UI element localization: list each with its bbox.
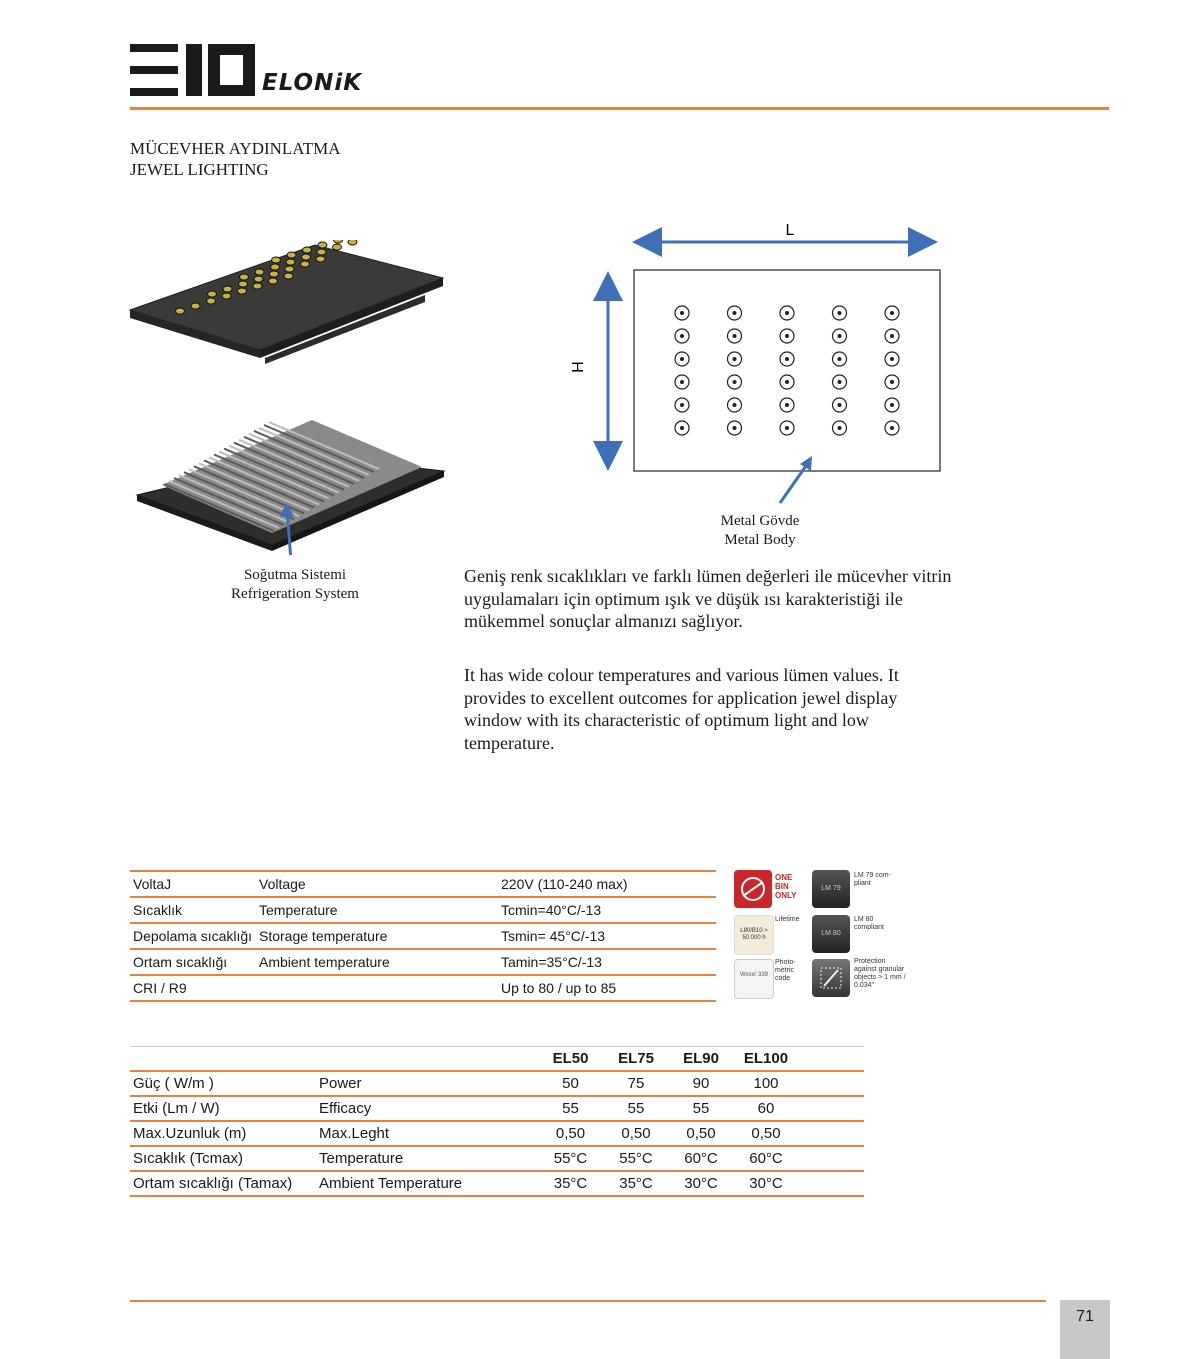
- performance-value: 55°C: [536, 1146, 602, 1171]
- performance-value: 60°C: [732, 1146, 797, 1171]
- photometric-icon: [734, 959, 774, 999]
- performance-value: 35°C: [536, 1171, 602, 1196]
- led-lens: [318, 242, 327, 248]
- photometric-caption: Photo- metric code: [775, 959, 796, 982]
- led-lens: [176, 308, 185, 314]
- led-dot: [680, 426, 684, 430]
- led-lens: [238, 288, 247, 294]
- model-header: EL75: [602, 1047, 667, 1072]
- led-dot: [890, 426, 894, 430]
- description-tr: Geniş renk sıcaklıkları ve farklı lümen değerleri ile mücevher vitrin uygulamaları için optimum ışık ve düşük ısı karakteristiği ile mükemmel sonuçlar almanızı sağlıyor.: [464, 566, 952, 631]
- led-lens: [207, 298, 216, 304]
- performance-label-tr: Ortam sıcaklığı (Tamax): [130, 1171, 316, 1196]
- header-blank: [316, 1047, 536, 1072]
- height-label: H: [568, 361, 585, 373]
- spec-label-en: Voltage: [256, 871, 498, 897]
- spec-table: [130, 870, 716, 1002]
- performance-value: 90: [667, 1071, 732, 1096]
- cell-blank: [797, 1146, 864, 1171]
- led-dot: [838, 403, 842, 407]
- protection-icon: [812, 959, 850, 997]
- performance-value: 30°C: [732, 1171, 797, 1196]
- led-dot: [890, 311, 894, 315]
- lifetime-icon: [734, 915, 774, 955]
- header-blank: [797, 1047, 864, 1072]
- performance-row: [130, 1121, 864, 1146]
- led-dot: [733, 357, 737, 361]
- performance-value: 0,50: [536, 1121, 602, 1146]
- spec-label-tr: Sıcaklık: [130, 897, 256, 923]
- led-lens: [208, 291, 217, 297]
- model-header: EL90: [667, 1047, 732, 1072]
- title-tr: MÜCEVHER AYDINLATMA: [130, 139, 341, 158]
- performance-label-en: Efficacy: [316, 1096, 536, 1121]
- led-lens: [191, 303, 200, 309]
- performance-label-tr: Güç ( W/m ): [130, 1071, 316, 1096]
- led-lens: [317, 249, 326, 255]
- spec-label-tr: VoltaJ: [130, 871, 256, 897]
- length-label: L: [785, 222, 795, 239]
- led-lens: [222, 293, 231, 299]
- panel-outline: [634, 270, 940, 471]
- header-blank: [130, 1047, 316, 1072]
- performance-value: 55°C: [602, 1146, 667, 1171]
- spec-label-en: Temperature: [256, 897, 498, 923]
- cooling-label-en: Refrigeration System: [231, 586, 359, 602]
- led-dot: [785, 403, 789, 407]
- cell-blank: [797, 1071, 864, 1096]
- spec-value: 220V (110-240 max): [498, 871, 716, 897]
- performance-row: [130, 1171, 864, 1196]
- performance-row: [130, 1071, 864, 1096]
- model-header: EL50: [536, 1047, 602, 1072]
- led-lens: [239, 281, 248, 287]
- led-dot: [838, 426, 842, 430]
- performance-value: 55: [536, 1096, 602, 1121]
- performance-value: 55: [667, 1096, 732, 1121]
- brand-name: ELONiK: [262, 70, 363, 96]
- performance-value: 35°C: [602, 1171, 667, 1196]
- led-lens: [253, 283, 262, 289]
- performance-value: 0,50: [667, 1121, 732, 1146]
- led-dot: [733, 403, 737, 407]
- spec-label-en: Storage temperature: [256, 923, 498, 949]
- metal-body-tr: Metal Gövde: [720, 513, 800, 529]
- led-dot: [838, 380, 842, 384]
- led-dot: [680, 380, 684, 384]
- spec-label-tr: CRI / R9: [130, 975, 256, 1001]
- lifetime-value: L80/B10 > 50.000 h: [740, 928, 768, 941]
- spec-value: Tamin=35°C/-13: [498, 949, 716, 975]
- spec-row: [130, 871, 716, 897]
- performance-label-tr: Sıcaklık (Tcmax): [130, 1146, 316, 1171]
- performance-value: 55: [602, 1096, 667, 1121]
- model-header: EL100: [732, 1047, 797, 1072]
- spec-row: [130, 949, 716, 975]
- led-dot: [680, 403, 684, 407]
- spec-row: [130, 975, 716, 1001]
- led-dot: [785, 357, 789, 361]
- cell-blank: [797, 1096, 864, 1121]
- led-dot: [890, 403, 894, 407]
- led-lens: [255, 269, 264, 275]
- badge-panel: [730, 866, 920, 1001]
- led-dot: [890, 357, 894, 361]
- product-image-bottom: [132, 415, 452, 555]
- cooling-caption: [200, 566, 390, 604]
- spec-label-en: [256, 975, 498, 1001]
- led-lens: [303, 247, 312, 253]
- performance-label-en: Ambient Temperature: [316, 1171, 536, 1196]
- lm79-text: LM 79: [821, 885, 841, 892]
- led-dot: [785, 380, 789, 384]
- spec-value: Tcmin=40°C/-13: [498, 897, 716, 923]
- performance-value: 75: [602, 1071, 667, 1096]
- led-dot: [838, 334, 842, 338]
- lm80-caption: LM 80 compliant: [854, 916, 884, 931]
- led-lens: [271, 264, 280, 270]
- led-dot: [733, 311, 737, 315]
- cooling-label-tr: Soğutma Sistemi: [243, 567, 347, 583]
- photometric-value: Wxxx/ 339: [739, 972, 768, 978]
- spec-label-en: Ambient temperature: [256, 949, 498, 975]
- led-lens: [348, 240, 357, 245]
- led-dot: [680, 334, 684, 338]
- led-dot: [785, 334, 789, 338]
- led-dot: [785, 311, 789, 315]
- performance-value: 30°C: [667, 1171, 732, 1196]
- led-lens: [287, 252, 296, 258]
- metal-body-caption: [680, 512, 840, 550]
- performance-value: 100: [732, 1071, 797, 1096]
- performance-label-tr: Max.Uzunluk (m): [130, 1121, 316, 1146]
- performance-label-en: Temperature: [316, 1146, 536, 1171]
- cell-blank: [797, 1171, 864, 1196]
- lm79-icon: [812, 870, 850, 908]
- led-lens: [333, 244, 342, 250]
- spec-row: [130, 923, 716, 949]
- led-dot: [733, 334, 737, 338]
- led-dot: [733, 380, 737, 384]
- led-dot: [680, 357, 684, 361]
- company-logo: [130, 44, 255, 96]
- led-lens: [270, 271, 279, 277]
- performance-header-row: [130, 1047, 864, 1072]
- led-dot: [733, 426, 737, 430]
- led-lens: [240, 274, 249, 280]
- performance-value: 0,50: [602, 1121, 667, 1146]
- led-lens: [269, 278, 278, 284]
- lm79-caption: LM 79 com- pliant: [854, 872, 891, 887]
- protection-caption: Protection against granular objects > 1 mm / 0.034": [854, 958, 906, 989]
- spec-value: Tsmin= 45°C/-13: [498, 923, 716, 949]
- one-bin-icon: [734, 870, 772, 908]
- performance-row: [130, 1096, 864, 1121]
- performance-row: [130, 1146, 864, 1171]
- led-lens: [284, 273, 293, 279]
- led-lens: [302, 254, 311, 260]
- led-dot: [890, 380, 894, 384]
- performance-label-tr: Etki (Lm / W): [130, 1096, 316, 1121]
- led-dot: [785, 426, 789, 430]
- led-lens: [223, 286, 232, 292]
- one-bin-label: ONE BIN ONLY: [775, 873, 797, 900]
- led-dot: [838, 311, 842, 315]
- led-lens: [334, 240, 343, 243]
- spec-label-tr: Depolama sıcaklığı: [130, 923, 256, 949]
- led-lens: [286, 259, 295, 265]
- product-image-top: [125, 240, 450, 370]
- led-lens: [301, 261, 310, 267]
- lm80-text: LM 80: [821, 930, 841, 937]
- performance-value: 60°C: [667, 1146, 732, 1171]
- performance-table: [130, 1046, 864, 1197]
- page-title: [130, 138, 340, 180]
- led-lens: [285, 266, 294, 272]
- footer-rule: [130, 1300, 1046, 1302]
- led-dot: [890, 334, 894, 338]
- performance-label-en: Max.Leght: [316, 1121, 536, 1146]
- spec-value: Up to 80 / up to 85: [498, 975, 716, 1001]
- led-dot: [680, 311, 684, 315]
- metal-body-en: Metal Body: [724, 532, 796, 548]
- led-lens: [254, 276, 263, 282]
- performance-label-en: Power: [316, 1071, 536, 1096]
- spec-label-tr: Ortam sıcaklığı: [130, 949, 256, 975]
- led-lens: [272, 257, 281, 263]
- lm80-icon: [812, 915, 850, 953]
- header-rule: [130, 107, 1109, 110]
- performance-value: 0,50: [732, 1121, 797, 1146]
- performance-value: 60: [732, 1096, 797, 1121]
- title-en: JEWEL LIGHTING: [130, 160, 269, 179]
- dimension-diagram: [560, 215, 960, 505]
- performance-value: 50: [536, 1071, 602, 1096]
- spec-row: [130, 897, 716, 923]
- lifetime-caption: Lifetime: [775, 916, 800, 923]
- led-dot: [838, 357, 842, 361]
- cell-blank: [797, 1121, 864, 1146]
- description-en: It has wide colour temperatures and various lümen values. It provides to excellent outcomes for application jewel display window with its characteristic of optimum light and low temperature.: [464, 665, 899, 753]
- led-lens: [316, 256, 325, 262]
- page-number: 71: [1076, 1308, 1094, 1325]
